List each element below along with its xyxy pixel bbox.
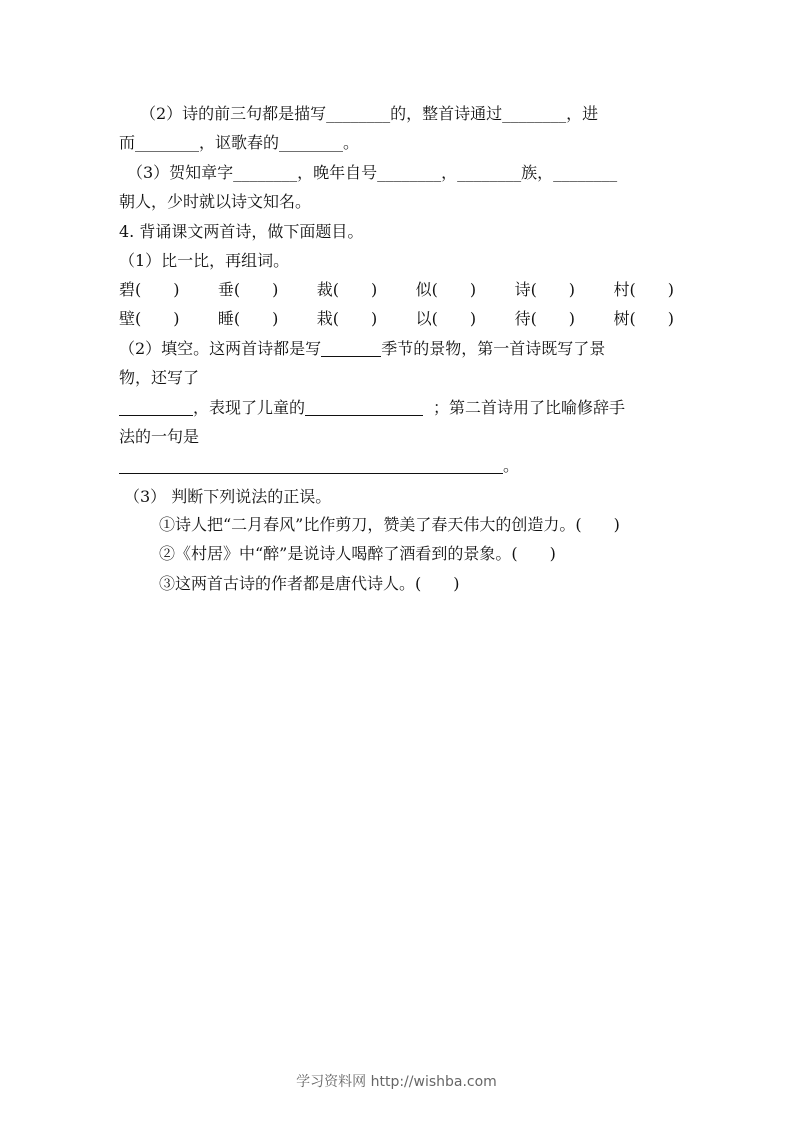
q2-line-2: 而________，讴歌春的________。 [119,133,360,152]
q4-sub3: （3） 判断下列说法的正误。 [124,487,332,506]
fill-text: 季节的景物，第一首诗既写了景 [381,339,606,358]
fill-text: ；第二首诗用了比喻修辞手 [433,398,626,417]
compare-row-2 [119,309,674,329]
q2-line-1: （2）诗的前三句都是描写________的，整首诗通过________，进 [140,104,599,123]
answer-blank[interactable] [305,399,423,416]
q4-sub2-line-2: 物，还写了 [119,368,200,387]
compare-cell: 村( ) [613,280,674,299]
q3-line-1: （3）贺知章字________，晚年自号________，________族，________ [127,163,618,182]
compare-cell: 栽( ) [316,309,378,328]
compare-cell: 以( ) [415,309,477,328]
q4-title: 4. 背诵课文两首诗，做下面题目。 [119,222,364,241]
compare-cell: 诗( ) [514,280,576,299]
answer-blank[interactable] [119,399,193,416]
q4-sub2-line-1 [119,339,605,359]
answer-blank[interactable] [321,340,381,357]
q3-line-2: 朝人，少时就以诗文知名。 [119,192,312,211]
answer-blank[interactable] [119,457,503,474]
compare-row-1 [119,280,674,300]
q4-sub1: （1）比一比，再组词。 [119,251,290,270]
compare-cell: 裁( ) [316,280,378,299]
q4-sub2-line-3 [119,398,625,418]
fill-text: （2）填空。这两首诗都是写 [119,339,322,358]
judgment-2: ②《村居》中“醉”是说诗人喝醉了酒看到的景象。( ) [159,544,556,563]
compare-cell: 垂( ) [217,280,279,299]
compare-cell: 树( ) [613,309,674,328]
compare-cell: 似( ) [415,280,477,299]
fill-text: ，表现了儿童的 [193,398,306,417]
judgment-3: ③这两首古诗的作者都是唐代诗人。( ) [159,574,460,593]
compare-cell: 睡( ) [217,309,279,328]
fill-text: 。 [503,456,520,475]
compare-cell: 壁( ) [119,309,180,328]
judgment-1: ①诗人把“二月春风”比作剪刀，赞美了春天伟大的创造力。( ) [159,515,620,534]
compare-cell: 待( ) [514,309,576,328]
q4-sub2-line-5 [119,456,519,476]
footer-watermark: 学习资料网 http://wishba.com [296,1074,497,1090]
q4-sub2-line-4: 法的一句是 [119,427,200,446]
compare-cell: 碧( ) [119,280,180,299]
